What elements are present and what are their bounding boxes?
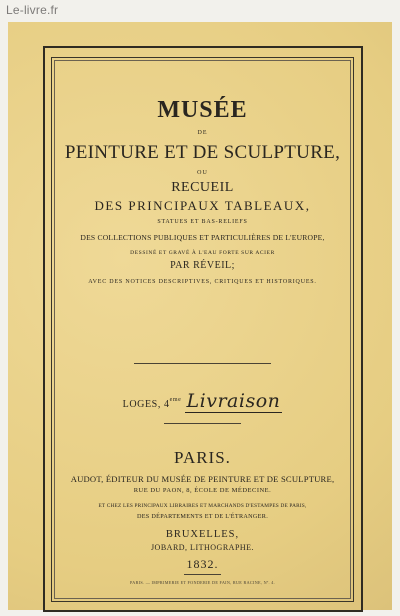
book-cover <box>8 22 392 610</box>
cover-city-2: BRUXELLES, <box>165 529 240 540</box>
cover-publisher: AUDOT, ÉDITEUR DU MUSÉE DE PEINTURE ET DE SCULPTURE, <box>70 474 335 484</box>
cover-recueil: RECUEIL <box>171 180 234 195</box>
cover-author: PAR RÉVEIL; <box>170 260 235 271</box>
cover-year: 1832. <box>186 557 219 571</box>
cover-city: PARIS. <box>174 448 231 467</box>
cover-engraving-note: DESSINÉ ET GRAVÉ À L'EAU FORTE SUR ACIER <box>130 250 275 256</box>
cover-booksellers: ET CHEZ LES PRINCIPAUX LIBRAIRES ET MARCHANDS D'ESTAMPES DE PARIS, <box>98 503 307 509</box>
divider-rule <box>164 423 241 424</box>
cover-departements: DES DÉPARTEMENTS ET DE L'ÉTRANGER. <box>136 513 269 520</box>
watermark-text: Le-livre.fr <box>6 3 59 17</box>
cover-collections: DES COLLECTIONS PUBLIQUES ET PARTICULIÈRES DE L'EUROPE, <box>80 233 325 242</box>
cover-address: RUE DU PAON, 8, ÉCOLE DE MÉDECINE. <box>133 487 272 494</box>
cover-title: MUSÉE <box>157 97 248 123</box>
livraison-handwritten: Livraison <box>186 390 281 412</box>
cover-printer-note: PARIS. — IMPRIMERIE ET FONDERIE DE FAIN, RUE RACINE, Nº. 4. <box>130 580 275 585</box>
cover-statues: STATUES ET BAS-RELIEFS <box>157 219 248 225</box>
cover-tableaux: DES PRINCIPAUX TABLEAUX, <box>94 198 311 213</box>
cover-text-block <box>54 60 351 599</box>
livraison-line <box>54 390 351 412</box>
livraison-superscript: eme <box>169 397 182 403</box>
cover-notices: AVEC DES NOTICES DESCRIPTIVES, CRITIQUES ET HISTORIQUES. <box>88 279 317 285</box>
cover-connector-ou: OU <box>197 170 208 176</box>
divider-rule <box>184 574 221 575</box>
livraison-prefix: LOGES, 4 <box>122 399 170 410</box>
cover-lithographer: JOBARD, LITHOGRAPHE. <box>150 543 255 552</box>
cover-subtitle: PEINTURE ET DE SCULPTURE, <box>64 142 341 163</box>
cover-connector-de: DE <box>197 130 208 136</box>
divider-rule <box>134 363 271 364</box>
